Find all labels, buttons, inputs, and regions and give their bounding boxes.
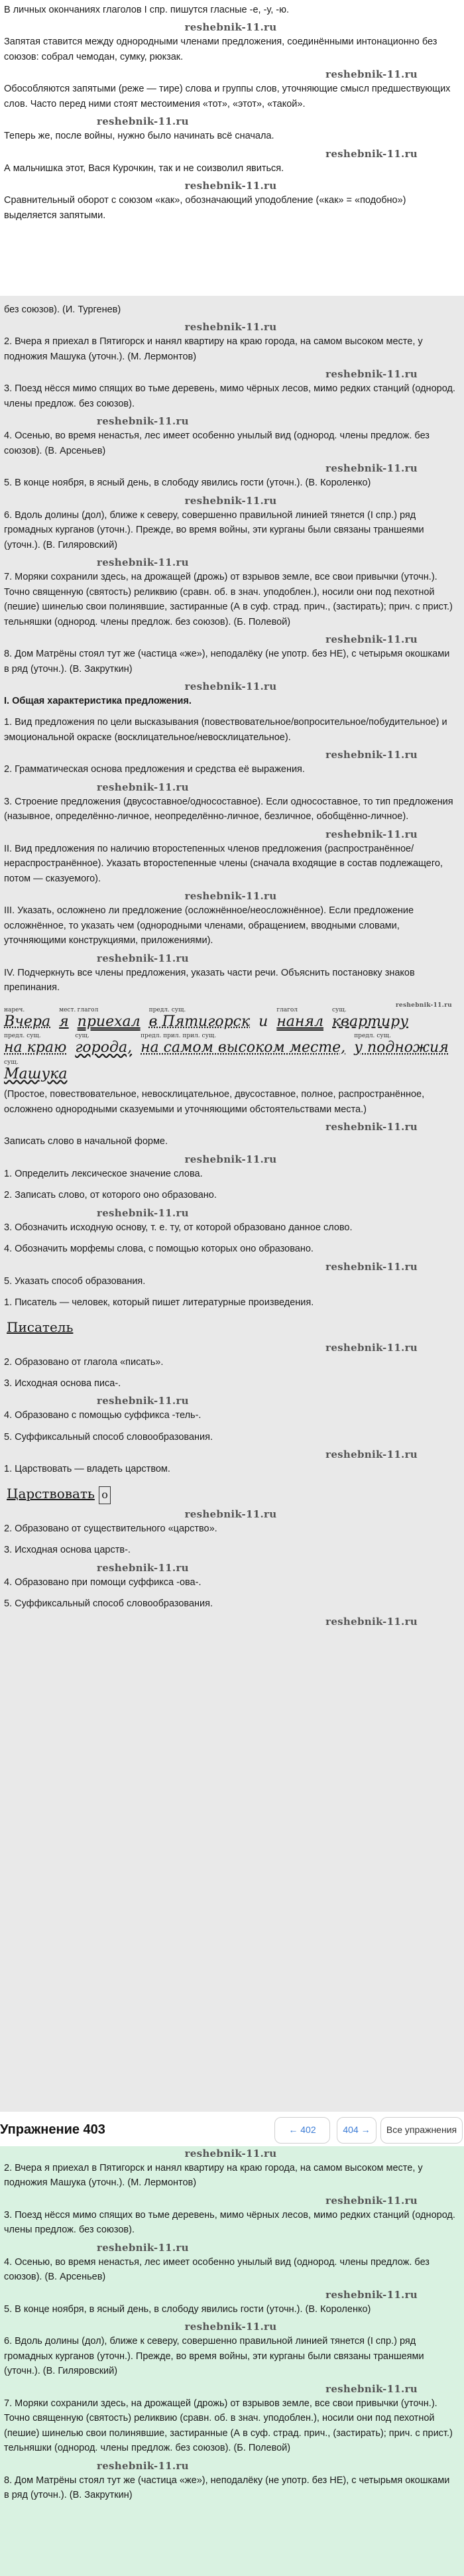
morpheme-box: о (99, 1486, 111, 1504)
watermark: reshebnik-11.ru (184, 2321, 277, 2333)
paragraph: 7. Моряки сохранили здесь, на дрожащей (дрожь) от взрывов земле, все свои привычки (уточн.). Точно священную (святость) реликвию (сравн. об. в знач. уподоблен.), носили они под пехотной (пешие) шинелью свои полинявшие, застиранные (А в суф. страд. прич., (застирать); прич. с прист.) тельняшки (однород. члены предлож. без союзов). (Б. Полевой) (4, 2398, 453, 2454)
watermark: reshebnik-11.ru (325, 1341, 418, 1354)
watermark: reshebnik-11.ru (97, 556, 189, 569)
watermark: reshebnik-11.ru (97, 1561, 189, 1574)
watermark: reshebnik-11.ru (97, 781, 189, 793)
morpheme-parse-1: Писатель (7, 1319, 74, 1335)
watermark: reshebnik-11.ru (97, 1206, 189, 1219)
word: глагол нанял (276, 1006, 323, 1030)
paragraph: Обособляются запятыми (реже — тире) слова и группы слов, уточняющие смысл предшествующих слов. Часто перед ними стоят местоимения «тот», «этот», «такой». (4, 84, 451, 109)
paragraph: 7. Моряки сохранили здесь, на дрожащей (дрожь) от взрывов земле, все свои привычки (уточн.). Точно священную (святость) реликвию (сравн. об. в знач. уподоблен.), носили они под пехотной (пешие) шинелью свои полинявшие, застиранные (А в суф. страд. прич., (застирать); прич. с прист.) тельняшки (однород. члены предлож. без союзов). (Б. Полевой) (4, 572, 453, 627)
watermark: reshebnik-11.ru (184, 1153, 277, 1165)
next-exercise-button[interactable]: 404 → (337, 2117, 377, 2144)
watermark: reshebnik-11.ru (184, 180, 277, 192)
morpheme-parse-2: Царствовать о (7, 1484, 457, 1504)
paragraph: 6. Вдоль долины (дол), ближе к северу, совершенно правильной линией тянется (I спр.) ряд громадных курганов (уточн.). Прежде, во время войны, эти курганы были связаны траншеями (уточн.). (В. Гиляровский) (4, 2336, 424, 2377)
all-exercises-button[interactable]: Все упражнения (380, 2117, 463, 2144)
paragraph: 3. Строение предложения (двусоставное/односоставное). Если односоставное, то тип предложения (назывное, определённо-личное, неопределённо-личное, безличное, обобщённо-личное). (4, 796, 453, 822)
word: сущ. квартиру (332, 1006, 409, 1030)
section-middle (0, 296, 464, 2134)
watermark: reshebnik-11.ru (97, 415, 189, 428)
word: сущ. Машука (4, 1059, 68, 1082)
watermark: reshebnik-11.ru (184, 680, 277, 692)
paragraph: Записать слово в начальной форме. (4, 1136, 168, 1147)
watermark: reshebnik-11.ru (325, 147, 418, 160)
watermark: reshebnik-11.ru (325, 749, 418, 761)
paragraph: 3. Обозначить исходную основу, т. е. ту, от которой образовано данное слово. (4, 1222, 353, 1233)
paragraph: 8. Дом Матрёны стоял тут же (частица «же»), неподалёку (не употр. без НЕ), с четырьмя окошками в ряд (уточн.). (В. Закруткин) (4, 2475, 450, 2501)
paragraph: 4. Образовано при помощи суффикса -ова-. (4, 1577, 202, 1588)
paragraph: 2. Вчера я приехал в Пятигорск и нанял квартиру на краю города, на самом высоком месте, у подножия Машука (уточн.). (М. Лермонтов) (4, 336, 423, 362)
watermark: reshebnik-11.ru (325, 1121, 418, 1133)
watermark: reshebnik-11.ru (325, 1260, 418, 1273)
paragraph: 3. Поезд нёсся мимо спящих во тьме деревень, мимо чёрных лесов, мимо редких станций (однород. члены предлож. без союзов). (4, 383, 455, 409)
paragraph: 5. Указать способ образования. (4, 1275, 146, 1287)
word: мест. я (59, 1006, 76, 1030)
paragraph: 4. Образовано с помощью суффикса -тель-. (4, 1410, 202, 1421)
paragraph: 4. Осенью, во время ненастья, лес имеет особенно унылый вид (однород. члены предлож. без союзов). (В. Арсеньев) (4, 430, 430, 456)
paragraph: без союзов). (И. Тургенев) (4, 304, 121, 315)
watermark-small: reshebnik-11.ru (395, 1001, 452, 1009)
paragraph: Сравнительный оборот с союзом «как», обозначающий уподобление («как» = «подобно») выделяется запятыми. (4, 195, 406, 221)
section-bottom (0, 2146, 464, 2576)
paragraph: 4. Осенью, во время ненастья, лес имеет особенно унылый вид (однород. члены предлож. без союзов). (В. Арсеньев) (4, 2256, 430, 2283)
paragraph: Запятая ставится между однородными членами предложения, соединёнными интонационно без союзов: собрал чемодан, сумку, рюкзак. (4, 36, 437, 62)
watermark: reshebnik-11.ru (325, 633, 418, 646)
paragraph: 1. Вид предложения по цели высказывания (повествовательное/вопросительное/побудительное) и эмоциональной окраске (восклицательное/невосклицательное). (4, 717, 447, 743)
section-top (0, 0, 464, 296)
paragraph: 1. Царствовать — владеть царством. (4, 1464, 170, 1475)
watermark: reshebnik-11.ru (97, 2459, 189, 2472)
watermark: reshebnik-11.ru (325, 828, 418, 840)
watermark: reshebnik-11.ru (184, 2148, 277, 2159)
watermark: reshebnik-11.ru (97, 2241, 189, 2254)
prev-exercise-button[interactable]: ← 402 (274, 2117, 330, 2144)
paragraph: 2. Грамматическая основа предложения и средства её выражения. (4, 764, 305, 775)
paragraph: 1. Определить лексическое значение слова. (4, 1168, 203, 1179)
watermark: reshebnik-11.ru (325, 1449, 418, 1461)
paragraph: 3. Поезд нёсся мимо спящих во тьме деревень, мимо чёрных лесов, мимо редких станций (однород. члены предлож. без союзов). (4, 2209, 455, 2236)
watermark: reshebnik-11.ru (97, 1395, 189, 1407)
watermark: reshebnik-11.ru (184, 321, 277, 334)
paragraph: 4. Обозначить морфемы слова, с помощью которых оно образовано. (4, 1244, 314, 1255)
word: предл. прил. прил. сущ. на самом высоком месте, (141, 1033, 346, 1057)
watermark: reshebnik-11.ru (184, 1508, 277, 1520)
watermark: reshebnik-11.ru (325, 368, 418, 381)
word: предл. сущ. у подножия (354, 1033, 449, 1057)
word: и (259, 1013, 268, 1030)
watermark: reshebnik-11.ru (325, 2194, 418, 2207)
paragraph: 5. В конце ноября, в ясный день, в слободу явились гости (уточн.). (В. Короленко) (4, 478, 371, 489)
paragraph: А мальчишка этот, Вася Курочкин, так и не соизволил явиться. (4, 162, 284, 174)
paragraph: 2. Образовано от глагола «писать». (4, 1356, 164, 1368)
paragraph: 6. Вдоль долины (дол), ближе к северу, совершенно правильной линией тянется (I спр.) ряд громадных курганов (уточн.). Прежде, во время войны, эти курганы были связаны траншеями (уточн.). (В. Гиляровский) (4, 509, 424, 550)
paragraph: 5. Суффиксальный способ словообразования. (4, 1431, 213, 1443)
paragraph: 5. В конце ноября, в ясный день, в слободу явились гости (уточн.). (В. Короленко) (4, 2303, 371, 2315)
paragraph: 8. Дом Матрёны стоял тут же (частица «же»), неподалёку (не употр. без НЕ), с четырьмя окошками в ряд (уточн.). (В. Закруткин) (4, 649, 450, 675)
paragraph: II. Вид предложения по наличию второстепенных членов предложения (распространённое/нераспространённое). Указать второстепенные члены (сначала входящие в состав подлежащего, потом — сказуемого). (4, 843, 443, 884)
paragraph: 2. Образовано от существительного «царство». (4, 1523, 217, 1534)
paragraph: IV. Подчеркнуть все члены предложения, указать части речи. Объяснить постановку знаков препинания. (4, 967, 415, 994)
exercise-title: Упражнение 403 (0, 2122, 105, 2137)
paragraph: III. Указать, осложнено ли предложение (осложнённое/неосложнённое). Если предложение осложнённое, то указать чем (однородными членами, обращением, вводными словами, уточняющими конструкциями, приложениями). (4, 905, 414, 946)
paragraph: Теперь же, после войны, нужно было начинать всё сначала. (4, 131, 274, 142)
paragraph: В личных окончаниях глаголов I спр. пишутся гласные -е, -у, -ю. (4, 5, 290, 15)
paragraph: I. Общая характеристика предложения. (4, 695, 192, 706)
watermark: reshebnik-11.ru (325, 1615, 418, 1628)
word: нареч. Вчера (4, 1006, 51, 1030)
paragraph: 1. Писатель — человек, который пишет литературные произведения. (4, 1297, 314, 1309)
watermark: reshebnik-11.ru (184, 494, 277, 507)
paragraph: 3. Исходная основа царств-. (4, 1545, 131, 1556)
watermark: reshebnik-11.ru (184, 21, 277, 34)
watermark: reshebnik-11.ru (97, 115, 189, 128)
watermark: reshebnik-11.ru (325, 2382, 418, 2395)
word: предл. сущ. на краю (4, 1033, 67, 1057)
watermark: reshebnik-11.ru (325, 462, 418, 475)
watermark: reshebnik-11.ru (184, 890, 277, 903)
paragraph: (Простое, повествовательное, невосклицательное, двусоставное, полное, распространённое, осложнено однородными сказуемыми и уточняющими обстоятельствами места.) (4, 1089, 425, 1115)
paragraph: 2. Записать слово, от которого оно образовано. (4, 1190, 217, 1201)
word: сущ. города, (75, 1033, 133, 1057)
watermark: reshebnik-11.ru (325, 2288, 418, 2301)
paragraph: 2. Вчера я приехал в Пятигорск и нанял квартиру на краю города, на самом высоком месте, у подножия Машука (уточн.). (М. Лермонтов) (4, 2163, 423, 2189)
watermark: reshebnik-11.ru (97, 952, 189, 964)
word: предл. сущ. в Пятигорск (148, 1006, 251, 1030)
paragraph: 3. Исходная основа писа-. (4, 1378, 121, 1389)
paragraph: 5. Суффиксальный способ словообразования. (4, 1598, 213, 1610)
parsed-sentence (4, 1006, 457, 1088)
word: глагол приехал (77, 1006, 141, 1030)
watermark: reshebnik-11.ru (325, 68, 418, 81)
